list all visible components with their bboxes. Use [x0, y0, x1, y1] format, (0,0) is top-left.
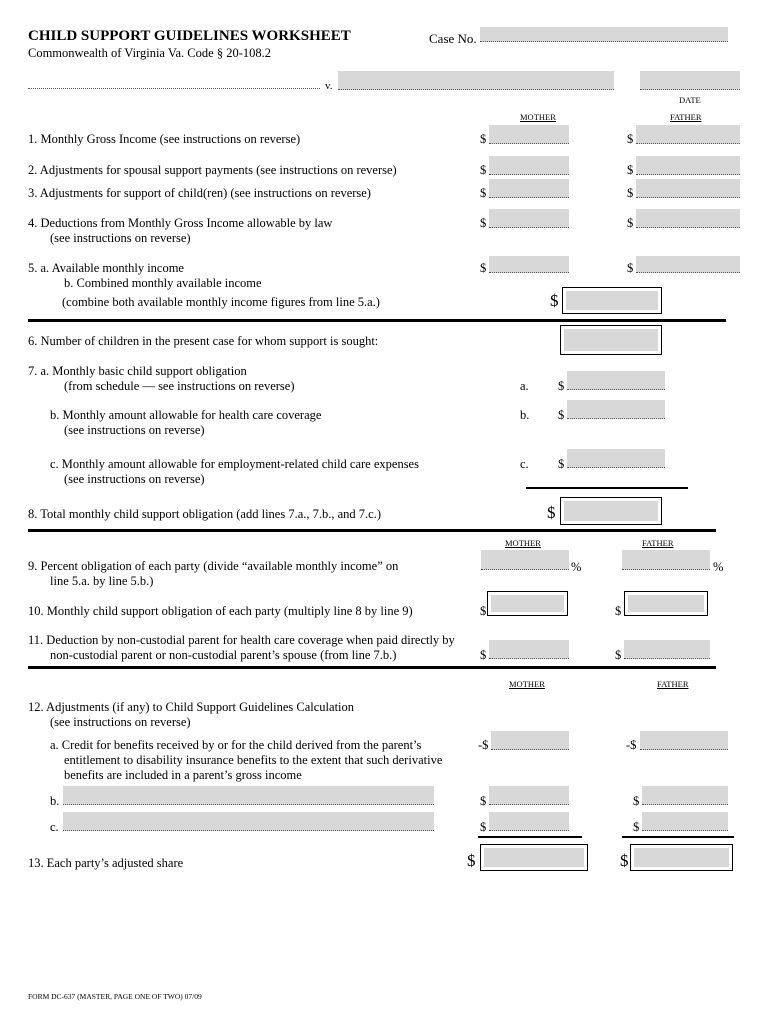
line-7b-note: (see instructions on reverse)	[64, 423, 205, 437]
sum-rule	[526, 487, 688, 489]
form-title: CHILD SUPPORT GUIDELINES WORKSHEET	[28, 28, 351, 44]
line-12c-tag: c.	[50, 820, 59, 834]
line-1-mother-field[interactable]	[489, 125, 569, 144]
line-5b-label: b. Combined monthly available income	[64, 276, 262, 290]
section-divider	[28, 529, 716, 532]
line-7c-note: (see instructions on reverse)	[64, 472, 205, 486]
line-5a-mother-field[interactable]	[489, 256, 569, 273]
line-8-total-field[interactable]	[560, 497, 662, 525]
mother-column-header: MOTHER	[509, 679, 545, 689]
negative-dollar-sign: -$	[626, 738, 637, 752]
dollar-sign: $	[467, 851, 476, 870]
line-7b-tag: b.	[520, 408, 530, 422]
line-12-label: 12. Adjustments (if any) to Child Support Guidelines Calculation	[28, 700, 355, 714]
dollar-sign: $	[558, 408, 565, 422]
dollar-sign: $	[480, 132, 487, 146]
dollar-sign: $	[547, 503, 556, 522]
dollar-sign: $	[633, 794, 640, 808]
form-subtitle: Commonwealth of Virginia Va. Code § 20-108.2	[28, 46, 271, 60]
line-11-label: 11. Deduction by non-custodial parent for health care coverage when paid directly by	[28, 633, 455, 647]
line-8-label: 8. Total monthly child support obligation (add lines 7.a., 7.b., and 7.c.)	[28, 507, 382, 521]
date-field[interactable]	[640, 71, 740, 90]
father-column-header: FATHER	[642, 538, 674, 548]
line-1-father-field[interactable]	[636, 125, 740, 144]
percent-sign: %	[713, 560, 724, 574]
line-12a-text-3: benefits are included in a parent’s gross income	[64, 768, 302, 782]
versus-label: v.	[325, 80, 333, 92]
mother-column-header: MOTHER	[505, 538, 541, 548]
line-7c-label: c. Monthly amount allowable for employment-related child care expenses	[50, 457, 419, 471]
line-12b-tag: b.	[50, 794, 60, 808]
line-12-note: (see instructions on reverse)	[50, 715, 191, 729]
case-no-field[interactable]	[480, 27, 728, 42]
form-footer: FORM DC-637 (MASTER, PAGE ONE OF TWO) 07/09	[28, 992, 202, 1001]
line-9-label: 9. Percent obligation of each party (divide “available monthly income” on	[28, 559, 399, 573]
line-10-mother-field[interactable]	[487, 591, 568, 616]
line-7b-label: b. Monthly amount allowable for health care coverage	[50, 408, 322, 422]
sum-rule	[622, 836, 734, 838]
percent-sign: %	[571, 560, 582, 574]
line-1-label: 1. Monthly Gross Income (see instructions on reverse)	[28, 132, 301, 146]
line-2-label: 2. Adjustments for spousal support payments (see instructions on reverse)	[28, 163, 397, 177]
line-5a-label: 5. a. Available monthly income	[28, 261, 184, 275]
line-6-children-field[interactable]	[560, 325, 662, 355]
line-11-father-field[interactable]	[624, 640, 710, 659]
line-7c-field[interactable]	[567, 449, 665, 468]
line-9-note: line 5.a. by line 5.b.)	[50, 574, 154, 588]
dollar-sign: $	[558, 379, 565, 393]
line-2-father-field[interactable]	[636, 156, 740, 175]
dollar-sign: $	[627, 186, 634, 200]
line-7a-tag: a.	[520, 379, 529, 393]
line-3-label: 3. Adjustments for support of child(ren) (see instructions on reverse)	[28, 186, 371, 200]
line-7a-note: (from schedule — see instructions on reverse)	[64, 379, 295, 393]
line-7b-field[interactable]	[567, 400, 665, 419]
line-9-father-percent-field[interactable]	[622, 550, 710, 570]
line-10-label: 10. Monthly child support obligation of each party (multiply line 8 by line 9)	[28, 604, 413, 618]
line-13-mother-field[interactable]	[480, 844, 588, 871]
line-11-note: non-custodial parent or non-custodial parent’s spouse (from line 7.b.)	[50, 648, 397, 662]
line-12a-mother-field[interactable]	[491, 731, 569, 750]
dollar-sign: $	[633, 820, 640, 834]
line-13-label: 13. Each party’s adjusted share	[28, 856, 184, 870]
line-3-father-field[interactable]	[636, 179, 740, 198]
line-5a-father-field[interactable]	[636, 256, 740, 273]
line-5b-total-field[interactable]	[562, 287, 662, 314]
sum-rule	[478, 836, 582, 838]
father-column-header: FATHER	[657, 679, 689, 689]
dollar-sign: $	[615, 648, 622, 662]
line-7a-field[interactable]	[567, 371, 665, 390]
line-9-mother-percent-field[interactable]	[481, 550, 569, 570]
negative-dollar-sign: -$	[478, 738, 489, 752]
line-7c-tag: c.	[520, 457, 529, 471]
line-12a-text-2: entitlement to disability insurance benefits to the extent that such derivative	[64, 753, 443, 767]
line-4-note: (see instructions on reverse)	[50, 231, 191, 245]
line-4-father-field[interactable]	[636, 209, 740, 228]
dollar-sign: $	[620, 851, 629, 870]
line-11-mother-field[interactable]	[489, 640, 569, 659]
line-12c-mother-field[interactable]	[489, 812, 569, 831]
dollar-sign: $	[480, 820, 487, 834]
dollar-sign: $	[627, 216, 634, 230]
father-column-header: FATHER	[670, 112, 702, 122]
dollar-sign: $	[480, 261, 487, 275]
line-12b-mother-field[interactable]	[489, 786, 569, 805]
date-label: DATE	[679, 95, 701, 105]
line-13-father-field[interactable]	[630, 844, 733, 871]
line-4-mother-field[interactable]	[489, 209, 569, 228]
plaintiff-field[interactable]	[28, 88, 320, 89]
dollar-sign: $	[627, 261, 634, 275]
line-12c-father-field[interactable]	[642, 812, 728, 831]
dollar-sign: $	[550, 291, 559, 310]
line-3-mother-field[interactable]	[489, 179, 569, 198]
line-10-father-field[interactable]	[624, 591, 708, 616]
line-2-mother-field[interactable]	[489, 156, 569, 175]
mother-column-header: MOTHER	[520, 112, 556, 122]
line-7a-label: 7. a. Monthly basic child support obligation	[28, 364, 247, 378]
line-12c-description-field[interactable]	[63, 812, 434, 831]
case-no-label: Case No.	[429, 31, 477, 46]
line-12a-label: a. Credit for benefits received by or for the child derived from the parent’s	[50, 738, 422, 752]
dollar-sign: $	[480, 794, 487, 808]
line-12b-father-field[interactable]	[642, 786, 728, 805]
line-6-label: 6. Number of children in the present case for whom support is sought:	[28, 334, 379, 348]
line-5b-note: (combine both available monthly income figures from line 5.a.)	[62, 295, 380, 309]
dollar-sign: $	[480, 648, 487, 662]
dollar-sign: $	[480, 163, 487, 177]
dollar-sign: $	[480, 216, 487, 230]
section-divider	[28, 319, 726, 322]
dollar-sign: $	[480, 186, 487, 200]
line-12a-father-field[interactable]	[640, 731, 728, 750]
line-12b-description-field[interactable]	[63, 786, 434, 805]
dollar-sign: $	[615, 604, 622, 618]
defendant-field[interactable]	[338, 71, 614, 90]
dollar-sign: $	[627, 163, 634, 177]
dollar-sign: $	[558, 457, 565, 471]
line-4-label: 4. Deductions from Monthly Gross Income allowable by law	[28, 216, 333, 230]
section-divider	[28, 666, 716, 669]
dollar-sign: $	[480, 604, 487, 618]
dollar-sign: $	[627, 132, 634, 146]
